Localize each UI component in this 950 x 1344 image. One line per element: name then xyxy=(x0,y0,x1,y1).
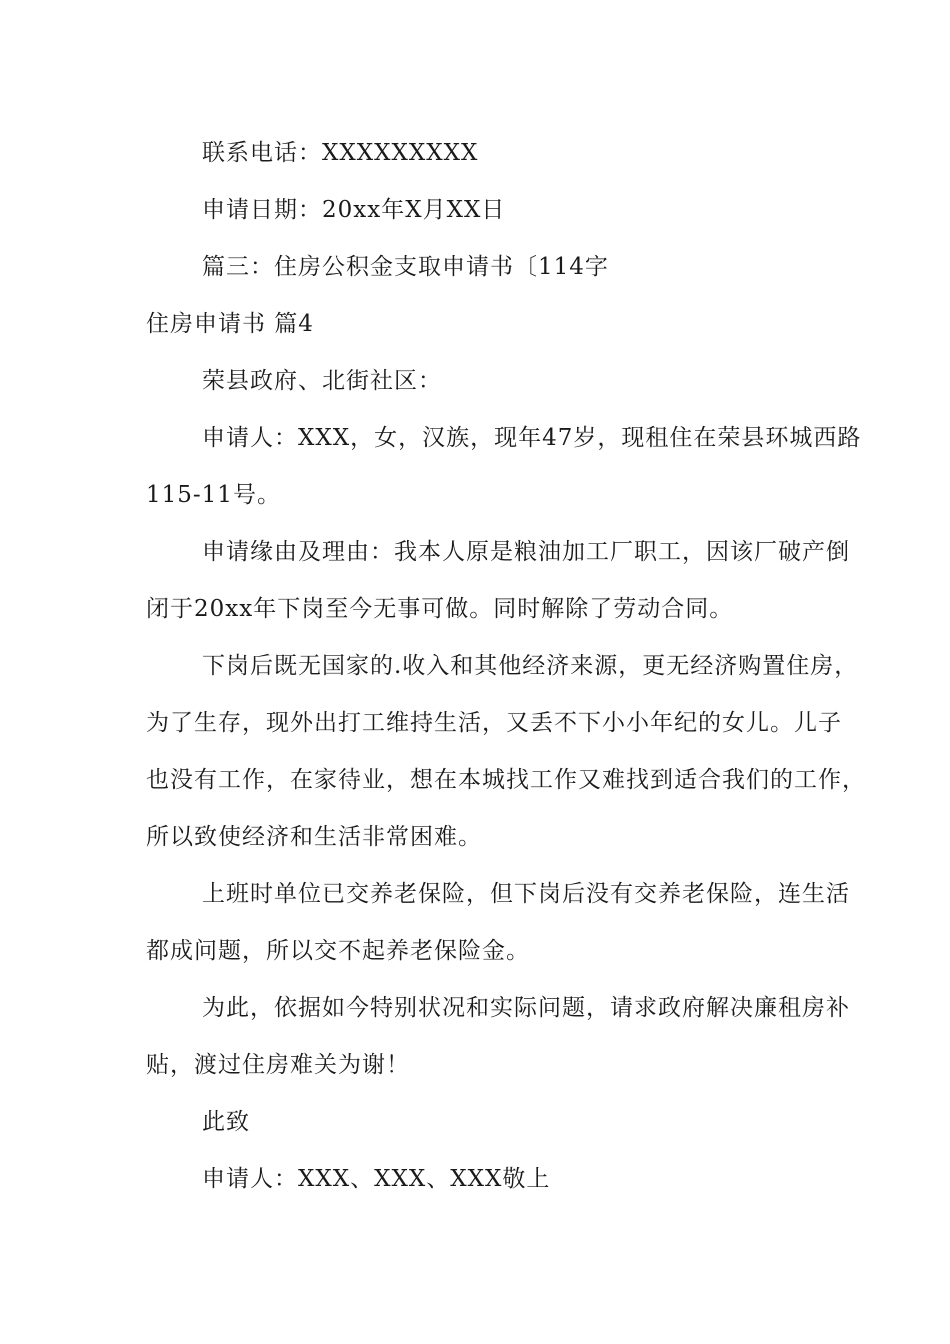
paragraph-line: 下岗后既无国家的.收入和其他经济来源，更无经济购置住房， xyxy=(202,653,859,679)
paragraph-line: 申请缘由及理由：我本人原是粮油加工厂职工，因该厂破产倒 xyxy=(202,539,850,565)
paragraph-line: 闭于20xx年下岗至今无事可做。同时解除了劳动合同。 xyxy=(146,596,734,622)
paragraph-line: 都成问题，所以交不起养老保险金。 xyxy=(146,938,530,964)
paragraph-line: 为了生存，现外出打工维持生活，又丢不下小小年纪的女儿。儿子 xyxy=(146,710,842,736)
paragraph-line: 115-11号。 xyxy=(146,482,281,508)
paragraph-line: 申请人：XXX，女，汉族，现年47岁，现租住在荣县环城西路 xyxy=(202,425,862,451)
paragraph-line: 也没有工作，在家待业，想在本城找工作又难找到适合我们的工作， xyxy=(146,767,866,793)
paragraph-line: 为此，依据如今特别状况和实际问题，请求政府解决廉租房补 xyxy=(202,995,850,1021)
paragraph-line: 所以致使经济和生活非常困难。 xyxy=(146,824,482,850)
paragraph-line: 贴，渡过住房难关为谢！ xyxy=(146,1052,410,1078)
contact-phone-line: 联系电话：XXXXXXXXX xyxy=(202,140,479,166)
section-four-heading: 住房申请书 篇4 xyxy=(146,311,314,337)
addressee-line: 荣县政府、北街社区： xyxy=(202,368,442,394)
paragraph-line: 上班时单位已交养老保险，但下岗后没有交养老保险，连生活 xyxy=(202,881,850,907)
section-three-title: 篇三：住房公积金支取申请书〔114字 xyxy=(202,254,609,280)
closing-salutation: 此致 xyxy=(202,1109,250,1135)
applicant-signature-line: 申请人：XXX、XXX、XXX敬上 xyxy=(202,1166,551,1192)
application-date-line: 申请日期：20xx年X月XX日 xyxy=(202,197,506,223)
